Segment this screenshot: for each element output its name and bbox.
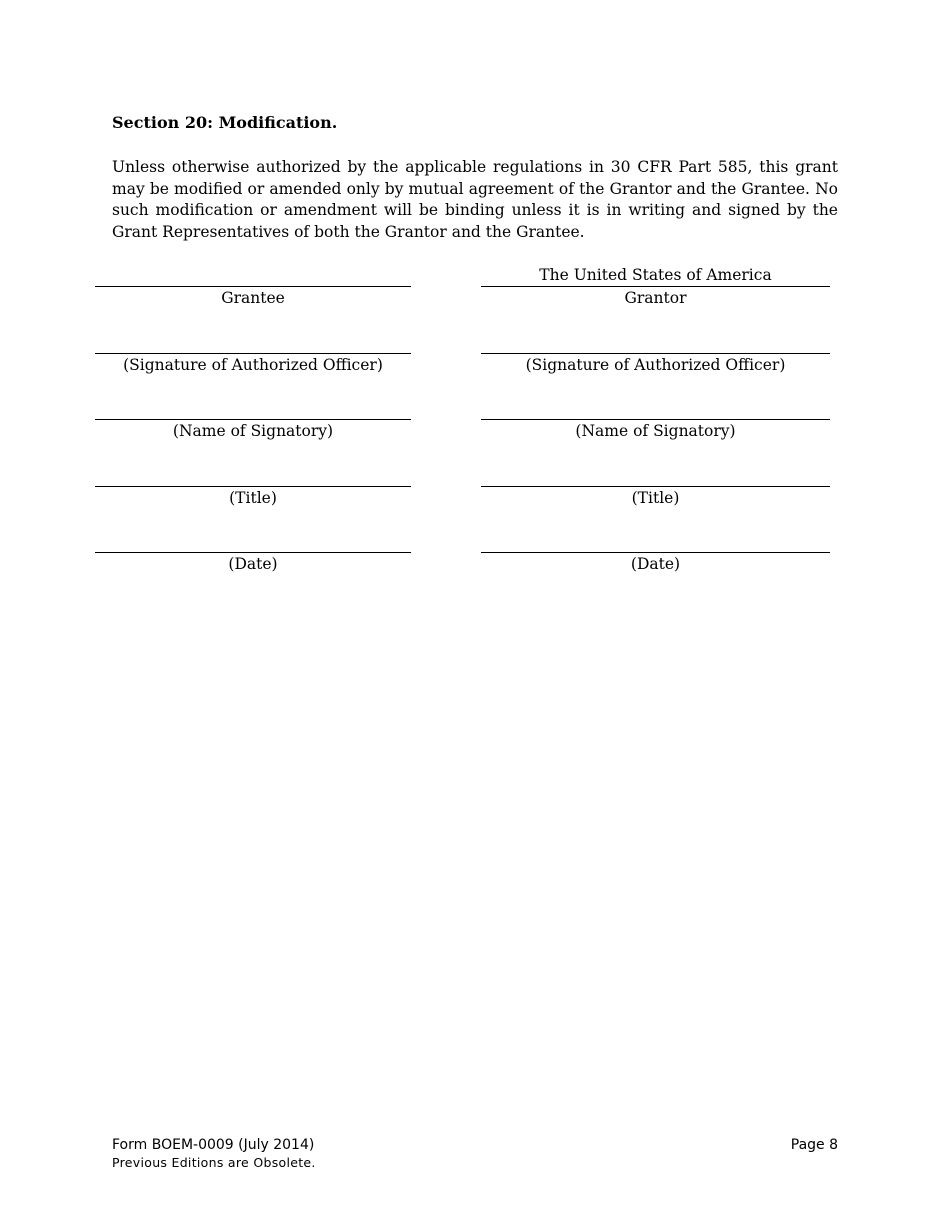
grantee-name-label: (Name of Signatory) [172, 422, 334, 440]
footer-obsolete-note: Previous Editions are Obsolete. [112, 1155, 316, 1170]
grantor-date-label: (Date) [630, 555, 681, 573]
grantor-name-block [481, 398, 830, 465]
grantor-title-line[interactable] [481, 486, 830, 487]
grantee-title-line[interactable] [95, 486, 411, 487]
grantor-signature-label: (Signature of Authorized Officer) [525, 355, 786, 374]
grantor-date-line[interactable] [481, 552, 830, 553]
grantee-signature-line[interactable] [95, 353, 411, 354]
grantor-name-line[interactable] [481, 419, 830, 420]
footer-form-info [112, 1136, 316, 1172]
section-title: Section 20: Modification. [112, 113, 338, 132]
grantee-title-label: (Title) [229, 488, 277, 507]
grantor-signature-line[interactable] [481, 353, 830, 354]
grantee-signature-column [95, 265, 411, 598]
modification-paragraph: Unless otherwise authorized by the applicable regulations in 30 CFR Part 585, this grant may be modified or amended only by mutual agreement of the Grantor and the Grantee. No such modification or amendment will be binding unless it is in writing and signed by the Grant Representatives of both the Grantor and the Grantee. [112, 158, 838, 241]
grantor-title-block [481, 465, 830, 532]
grantee-party-line[interactable] [95, 286, 411, 287]
grantee-name-block [95, 398, 411, 465]
grantor-signature-block [481, 332, 830, 399]
grantor-signature-column [481, 265, 830, 598]
grantee-party-block [95, 265, 411, 332]
page-number: Page 8 [790, 1137, 838, 1153]
grantor-date-block [481, 531, 830, 598]
grantor-party-line[interactable] [481, 286, 830, 287]
grantee-signature-block [95, 332, 411, 399]
grantee-title-block [95, 465, 411, 532]
grantee-name-line[interactable] [95, 419, 411, 420]
grantor-party-label: Grantor [624, 289, 687, 307]
grantee-party-label: Grantee [221, 289, 285, 307]
grantor-party-value: The United States of America [539, 266, 772, 284]
footer-form-id: Form BOEM-0009 (July 2014) [112, 1137, 315, 1153]
grantor-party-block [481, 265, 830, 332]
grantee-date-block [95, 531, 411, 598]
grantee-party-value [95, 265, 411, 286]
grantee-signature-label: (Signature of Authorized Officer) [123, 355, 383, 374]
grantee-date-label: (Date) [228, 555, 278, 573]
grantee-date-line[interactable] [95, 552, 411, 553]
grantor-title-label: (Title) [631, 488, 680, 507]
grantor-name-label: (Name of Signatory) [575, 422, 736, 440]
